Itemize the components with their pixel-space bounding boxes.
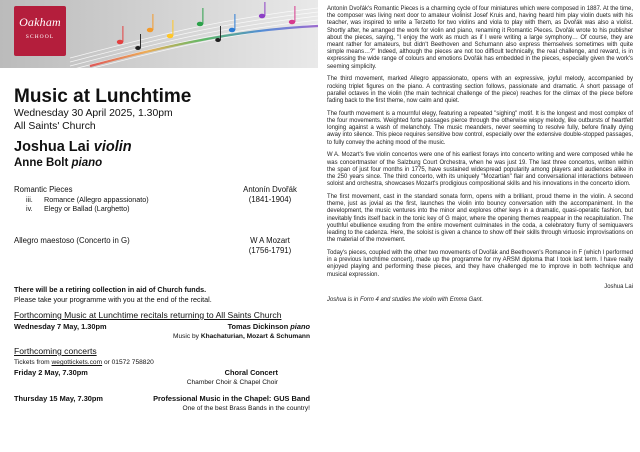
- programme-item-composer: Antonín Dvořák: [243, 185, 297, 194]
- performer-violin: [14, 139, 132, 155]
- event-detail: One of the best Brass Bands in the country!: [182, 405, 310, 412]
- concert-title: Music at Lunchtime: [14, 86, 192, 107]
- event-music: [173, 332, 310, 341]
- left-column: [0, 0, 318, 452]
- movement-title: Romance (Allegro appassionato): [44, 195, 149, 204]
- performer1-name: Joshua Lai: [14, 139, 90, 155]
- collection-line-2: Please take your programme with you at the end of the recital.: [14, 294, 212, 304]
- concert-venue: All Saints' Church: [14, 121, 96, 132]
- notes-signature: Joshua Lai: [604, 284, 633, 291]
- concert-date: Wednesday 30 April 2025, 1.30pm: [14, 108, 173, 119]
- movement-number: iii.: [26, 195, 33, 204]
- collection-notice: [14, 285, 212, 304]
- performer2-name: Anne Bolt: [14, 157, 69, 169]
- event-title: [153, 394, 310, 403]
- notes-paragraph: Today's pieces, coupled with the other two movements of Dvořák and Beethoven's Romance in F (which I performed in a previous lunchtime concert), made up the programme for my ARSM diploma that I took last term. I have really enjoyed playing and performing these pieces, and they have challenged me to improve in both technique and musical expression.: [327, 250, 633, 278]
- notes-footnote: Joshua is in Form 4 and studies the violin with Emma Gant.: [327, 297, 484, 304]
- tickets-link[interactable]: wegottickets.com: [51, 359, 103, 366]
- tickets-phone: or 01572 758820: [103, 359, 154, 366]
- event-title-text: Choral Concert: [224, 368, 278, 377]
- notes-paragraph: W A. Mozart's five violin concertos were one of his earliest forays into concerto writing and were composed while he was concertmaster of the Salzburg Court Orchestra, when he was just 19. The last three concertos, written within the span of just four months in 1775, have sustained widespread popularity among players and audiences alike in the 250 years since. The third concerto, with its uniquely "Mozartian" flair and conversational interactions between soloist and orchestra, showcases Mozart's prodigious compositional skills and his innovations in the concerto idiom.: [327, 152, 633, 188]
- event-detail: Chamber Choir & Chapel Choir: [186, 379, 278, 386]
- programme-notes: [327, 6, 633, 310]
- event-date: Wednesday 7 May, 1.30pm: [14, 322, 107, 331]
- movement-item: [14, 195, 149, 204]
- logo-name: Oakham: [19, 15, 61, 29]
- event-date: Friday 2 May, 7.30pm: [14, 368, 88, 377]
- programme-item-title: Romantic Pieces: [14, 185, 73, 194]
- notes-paragraph: The first movement, cast in the standard sonata form, opens with a brilliant, proud theme in the violin. A second theme, just as jovial as the first, launches the violin into bouncy conversation with the accompaniment. In the development, the music ventures into the minor and explores other keys in a dramatic, quasi-operatic fashion, but inevitably finds itself back in the tonic key of G major, where the opening themes reappear in the recapitulation. The youthful ebullience exuding from the entire movement culminates in the coda, a celebratory flurry of semiquavers leading to the cadenza. Here, the soloist is given a chance to show off their skills through virtuosic improvisations on the material of the movement.: [327, 194, 633, 244]
- composer-dates: (1841-1904): [248, 195, 292, 204]
- collection-line-1: There will be a retiring collection in aid of Church funds.: [14, 285, 207, 294]
- event-performer: [228, 322, 310, 331]
- programme-item-title: Allegro maestoso (Concerto in G): [14, 236, 130, 245]
- movement-item: [14, 204, 130, 213]
- logo-subtitle: SCHOOL: [25, 34, 55, 40]
- movement-title: Elegy or Ballad (Larghetto): [44, 204, 130, 213]
- school-logo: [14, 6, 66, 56]
- performer2-instrument: piano: [71, 157, 103, 169]
- forthcoming-lunchtime-heading: Forthcoming Music at Lunchtime recitals returning to All Saints Church: [14, 310, 282, 320]
- event-date: Thursday 15 May, 7.30pm: [14, 394, 103, 403]
- event-composers: Khachaturian, Mozart & Schumann: [200, 333, 310, 340]
- event-music-prefix: Music by: [172, 333, 199, 340]
- event-title-text: Professional Music in the Chapel: GUS Band: [153, 394, 310, 403]
- notes-paragraph: The fourth movement is a mournful elegy, featuring a repeated "sighing" motif. It is the longest and most complex of the four movements. Weighted forte passages pierce through the otherwise wispy melody, like outbursts of heartfelt longing against a wash of melancholy. The music meanders, never seeming to resolve fully, before finally dying away into silence. This piece requires sensitive bow control, especially over the extensive double-stopped passages, to fully convey the aching mood of the music.: [327, 110, 633, 146]
- movement-number: iv.: [26, 204, 33, 213]
- event-performer-name: Tomas Dickinson: [227, 322, 289, 331]
- event-title: [225, 368, 278, 377]
- tickets-prefix: Tickets from: [14, 359, 50, 366]
- forthcoming-concerts-heading: Forthcoming concerts: [14, 346, 97, 356]
- composer-dates: (1756-1791): [248, 246, 292, 255]
- tickets-line: [14, 358, 154, 367]
- notes-paragraph: Antonín Dvořák's Romantic Pieces is a charming cycle of four miniatures which were composed in 1887. At the time, the composer was living next door to amateur violinist Josef Kruis and, having heard him play violin duets with his teacher, was inspired to write a Terzetto for two violins and viola to play with them, as Dvořák was also a violist. Shortly after, he arranged the work for violin and piano, renaming it Romantic Pieces. Dvořák wrote to his publisher about the pieces, saying, "I enjoy the work as much as if I were writing a large symphony… Of course, they are meant rather for amateurs, but didn't Beethoven and Schumann also express themselves sometimes with quite simple means…?" Indeed, although the pieces are not too difficult technically, the real challenge, and reward, is in expressing the wide range of colours and emotions Dvořák has embedded in the pieces, especially given the work's seeming simplicity.: [327, 6, 633, 70]
- performer-piano: [14, 157, 102, 169]
- notes-paragraph: The third movement, marked Allegro appassionato, opens with an expressive, joyful melody, accompanied by rocking triplet figures on the piano. A contrasting section follows, passionate and dramatic. A short passage of parallel octaves in the violin (the main technical challenge of the piece) reaches for the climax of the piece before fading back to the first theme, now calm and quiet.: [327, 76, 633, 105]
- programme-item-composer: W A Mozart: [250, 236, 290, 245]
- performer1-instrument: violin: [93, 139, 132, 155]
- event-performer-instrument: piano: [290, 322, 310, 331]
